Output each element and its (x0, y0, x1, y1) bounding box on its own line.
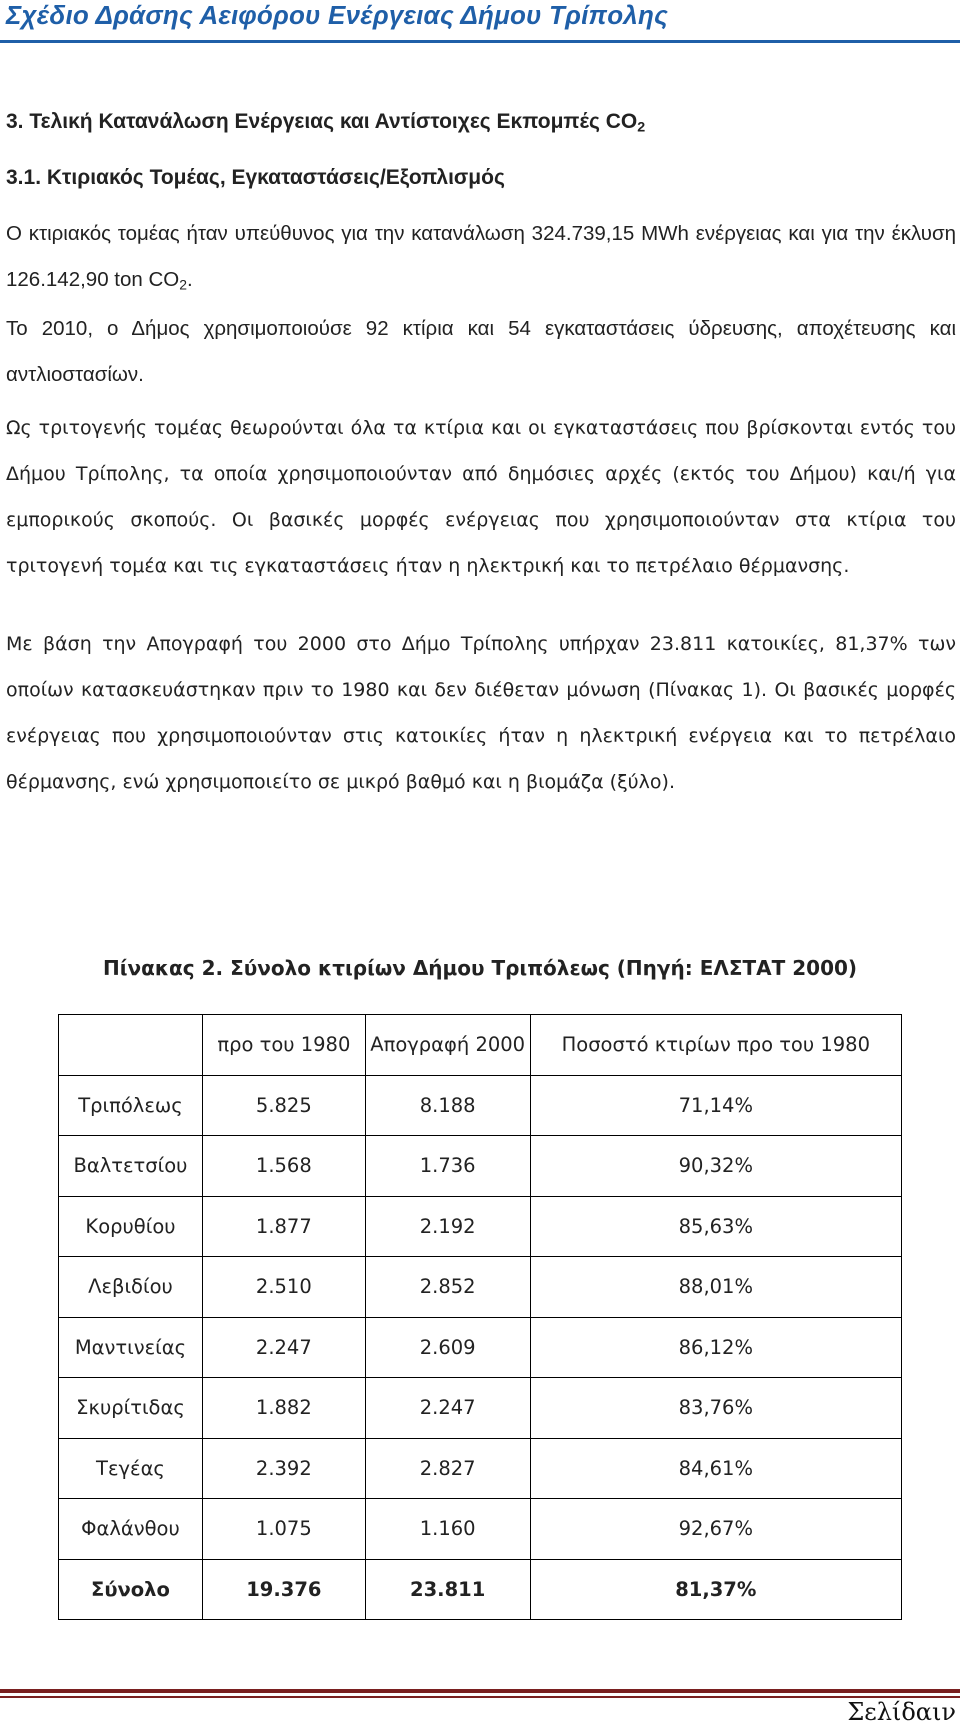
table-cell: 8.188 (365, 1075, 530, 1136)
table-cell: 5.825 (202, 1075, 365, 1136)
table-cell: Βαλτετσίου (59, 1136, 203, 1197)
table-row (59, 1075, 902, 1136)
paragraph-tertiary-sector: Ως τριτογενής τομέας θεωρούνται όλα τα κτίρια και οι εγκαταστάσεις που βρίσκονται εντός του Δήμου Τρίπολης, τα οποία χρησιμοποιούνταν από δημόσιες αρχές (εκτός του Δήμου) και/ή για εμπορικούς σκοπούς. Οι βασικές μορφές ενέργειας που χρησιμοποιούνταν στα κτίρια του τριτογενή τομέα και τις εγκαταστάσεις ήταν η ηλεκτρική και το πετρέλαιο θέρμανσης. (6, 417, 956, 577)
table-header-row (59, 1015, 902, 1076)
table-row (59, 1257, 902, 1318)
table-cell: 92,67% (530, 1499, 901, 1560)
table-cell: 1.160 (365, 1499, 530, 1560)
document-header-title: Σχέδιο Δράσης Αειφόρου Ενέργειας Δήμου Τρίπολης (6, 0, 669, 30)
table-cell: 1.568 (202, 1136, 365, 1197)
table-cell: 2.247 (365, 1378, 530, 1439)
table-total-row (59, 1559, 902, 1620)
table-cell: 2.609 (365, 1317, 530, 1378)
paragraph-consumption-text: Ο κτιριακός τομέας ήταν υπεύθυνος για την κατανάλωση 324.739,15 MWh ενέργειας και για την έκλυση 126.142,90 ton CO (6, 222, 956, 291)
table-caption: Πίνακας 2. Σύνολο κτιρίων Δήμου Τριπόλεως (Πηγή: ΕΛΣΤΑΤ 2000) (102, 956, 858, 980)
table-total-cell: 81,37% (530, 1559, 901, 1620)
table-cell: 84,61% (530, 1438, 901, 1499)
paragraph-consumption (6, 211, 956, 307)
table-total-cell: Σύνολο (59, 1559, 203, 1620)
table-cell: 1.736 (365, 1136, 530, 1197)
table-row (59, 1378, 902, 1439)
section-3-heading-text: 3. Τελική Κατανάλωση Ενέργειας και Αντίστοιχες Εκπομπές CO (6, 110, 638, 133)
table-header-cell: Απογραφή 2000 (365, 1015, 530, 1076)
page-number-label: Σελίδαιν (847, 1698, 956, 1726)
section-3-1-heading: 3.1. Κτιριακός Τομέας, Εγκαταστάσεις/Εξοπλισμός (6, 166, 505, 189)
table-cell: 1.882 (202, 1378, 365, 1439)
table-cell: Σκυρίτιδας (59, 1378, 203, 1439)
table-total-cell: 19.376 (202, 1559, 365, 1620)
table-cell: 86,12% (530, 1317, 901, 1378)
paragraph-buildings-2010: Το 2010, ο Δήμος χρησιμοποιούσε 92 κτίρια και 54 εγκαταστάσεις ύδρευσης, αποχέτευσης και αντλιοστασίων. (6, 317, 956, 386)
table-cell: 83,76% (530, 1378, 901, 1439)
footer-divider-thin (0, 1696, 960, 1698)
table-cell: Τεγέας (59, 1438, 203, 1499)
footer-divider-thick (0, 1689, 960, 1693)
paragraph-census-2000: Με βάση την Απογραφή του 2000 στο Δήμο Τρίπολης υπήρχαν 23.811 κατοικίες, 81,37% των οποίων κατασκευάστηκαν πριν το 1980 και δεν διέθεταν μόνωση (Πίνακας 1). Οι βασικές μορφές ενέργειας που χρησιμοποιούνταν στις κατοικίες ήταν η ηλεκτρική ενέργεια και το πετρέλαιο θέρμανσης, ενώ χρησιμοποιείτο σε μικρό βαθμό και η βιομάζα (ξύλο). (6, 633, 956, 793)
table-row (59, 1438, 902, 1499)
paragraph-consumption-end: . (187, 268, 193, 291)
table-header-cell: Ποσοστό κτιρίων προ του 1980 (530, 1015, 901, 1076)
table-total-cell: 23.811 (365, 1559, 530, 1620)
table-cell: 71,14% (530, 1075, 901, 1136)
table-cell: 2.392 (202, 1438, 365, 1499)
table-cell: 2.192 (365, 1196, 530, 1257)
table-cell: Μαντινείας (59, 1317, 203, 1378)
table-cell: 90,32% (530, 1136, 901, 1197)
table-cell: 88,01% (530, 1257, 901, 1318)
header-divider (0, 40, 960, 43)
table-header-cell (59, 1015, 203, 1076)
buildings-table (58, 1014, 902, 1620)
section-3-heading-subscript: 2 (637, 119, 646, 136)
table-cell: Κορυθίου (59, 1196, 203, 1257)
table-cell: Φαλάνθου (59, 1499, 203, 1560)
table-cell: Λεβιδίου (59, 1257, 203, 1318)
paragraph-consumption-subscript: 2 (179, 276, 188, 293)
table-cell: Τριπόλεως (59, 1075, 203, 1136)
table-header-cell: προ του 1980 (202, 1015, 365, 1076)
section-3-heading (6, 110, 645, 136)
table-row (59, 1317, 902, 1378)
table-cell: 2.852 (365, 1257, 530, 1318)
table-row (59, 1136, 902, 1197)
table-cell: 2.827 (365, 1438, 530, 1499)
table-cell: 1.877 (202, 1196, 365, 1257)
table-cell: 85,63% (530, 1196, 901, 1257)
table-cell: 2.510 (202, 1257, 365, 1318)
table-cell: 1.075 (202, 1499, 365, 1560)
table-cell: 2.247 (202, 1317, 365, 1378)
table-row (59, 1499, 902, 1560)
table-row (59, 1196, 902, 1257)
